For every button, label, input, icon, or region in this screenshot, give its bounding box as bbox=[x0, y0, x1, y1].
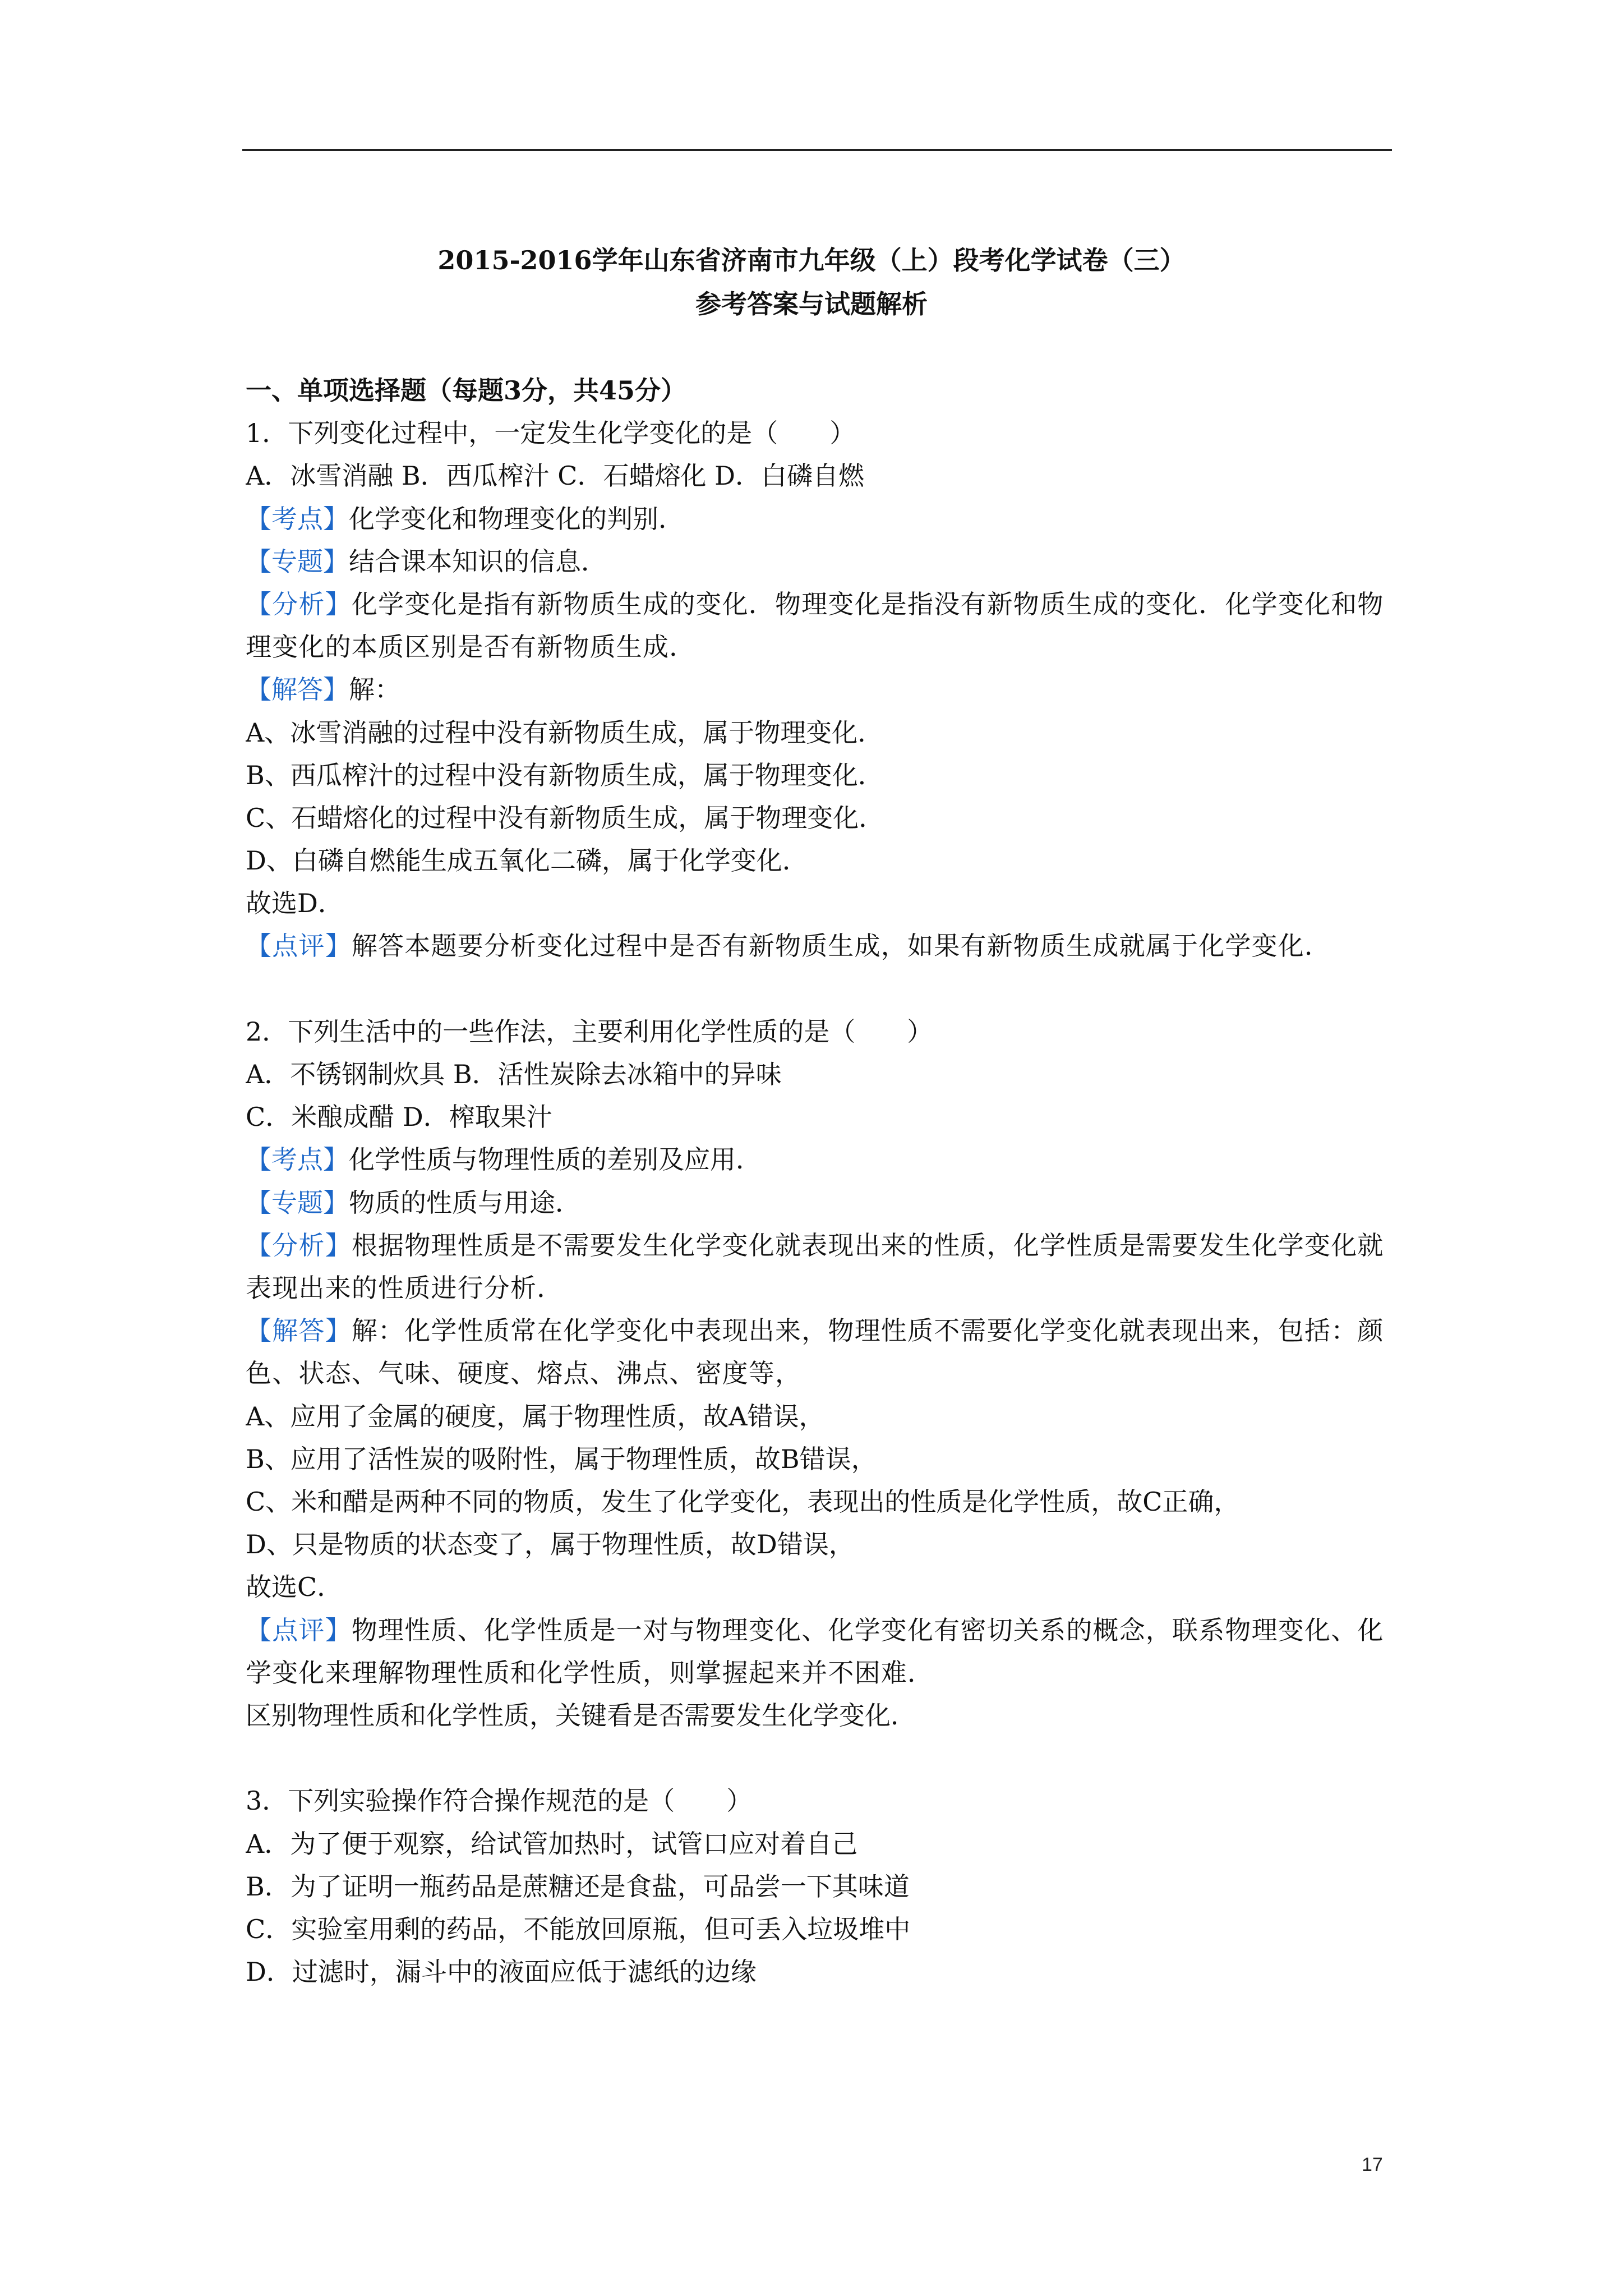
q2-choice: 故选C． bbox=[246, 1572, 343, 1603]
q3-option-b: B．为了证明一瓶药品是蔗糖还是食盐，可品尝一下其味道 bbox=[246, 1871, 910, 1902]
page-number: 17 bbox=[1362, 2154, 1383, 2175]
q2-zhuanti bbox=[246, 1181, 1395, 1224]
q3-option-a: A．为了便于观察，给试管加热时，试管口应对着自己 bbox=[246, 1828, 858, 1859]
q2-kaodian-text: 化学性质与物理性质的差别及应用． bbox=[349, 1144, 762, 1175]
q1-answer-c: C、石蜡熔化的过程中没有新物质生成，属于物理变化． bbox=[246, 802, 885, 833]
q1-fenxi-text: 化学变化是指有新物质生成的变化．物理变化是指没有新物质生成的变化．化学变化和物理变化的本质区别是否有新物质生成． bbox=[246, 588, 1384, 662]
zhuanti-tag: 【专题】 bbox=[246, 1187, 349, 1218]
q2-answer-b: B、应用了活性炭的吸附性，属于物理性质，故B错误， bbox=[246, 1443, 877, 1474]
q2-options-2: C．米酿成醋 D．榨取果汁 bbox=[246, 1102, 552, 1133]
dianping-tag: 【点评】 bbox=[246, 931, 352, 961]
q1-zhuanti-text: 结合课本知识的信息． bbox=[349, 546, 607, 577]
q1-answer-a: A、冰雪消融的过程中没有新物质生成，属于物理变化． bbox=[246, 717, 884, 748]
q2-stem: 2．下列生活中的一些作法，主要利用化学性质的是（ ） bbox=[246, 1016, 933, 1047]
document-title: 2015-2016学年山东省济南市九年级（上）段考化学试卷（三） bbox=[437, 245, 1186, 275]
q1-answer-d: D、白磷自燃能生成五氧化二磷，属于化学变化． bbox=[246, 845, 808, 876]
fenxi-tag: 【分析】 bbox=[246, 588, 352, 619]
q1-dianping bbox=[246, 924, 1395, 967]
q1-jieda-text: 解： bbox=[349, 674, 400, 705]
jieda-tag: 【解答】 bbox=[246, 674, 349, 705]
q1-kaodian-text: 化学变化和物理变化的判别． bbox=[349, 503, 684, 534]
q2-jieda-text: 解：化学性质常在化学变化中表现出来，物理性质不需要化学变化就表现出来，包括：颜色、状态、气味、硬度、熔点、沸点、密度等， bbox=[246, 1315, 1384, 1389]
q2-answer-d: D、只是物质的状态变了，属于物理性质，故D错误， bbox=[246, 1529, 855, 1560]
q1-dianping-text: 解答本题要分析变化过程中是否有新物质生成，如果有新物质生成就属于化学变化． bbox=[351, 931, 1331, 961]
q1-kaodian bbox=[246, 498, 1395, 540]
q1-stem: 1．下列变化过程中，一定发生化学变化的是（ ） bbox=[246, 418, 856, 449]
q2-zhuanti-text: 物质的性质与用途． bbox=[349, 1187, 581, 1218]
q1-options: A．冰雪消融 B．西瓜榨汁 C．石蜡熔化 D．白磷自燃 bbox=[246, 461, 864, 491]
q2-answer-a: A、应用了金属的硬度，属于物理性质，故A错误， bbox=[246, 1401, 825, 1432]
q2-answer-c: C、米和醋是两种不同的物质，发生了化学变化，表现出的性质是化学性质，故C正确， bbox=[246, 1486, 1240, 1517]
q2-kaodian bbox=[246, 1138, 1395, 1181]
q2-fenxi-text: 根据物理性质是不需要发生化学变化就表现出来的性质，化学性质是需要发生化学变化就表现出来的性质进行分析． bbox=[246, 1230, 1384, 1303]
document-subtitle: 参考答案与试题解析 bbox=[695, 289, 928, 319]
q2-jieda bbox=[246, 1309, 1395, 1395]
q2-fenxi bbox=[246, 1224, 1395, 1309]
q3-option-d: D．过滤时，漏斗中的液面应低于滤纸的边缘 bbox=[246, 1957, 757, 1987]
q2-dianping bbox=[246, 1609, 1395, 1694]
header-rule bbox=[242, 149, 1392, 151]
q1-fenxi bbox=[246, 583, 1395, 668]
q1-jieda bbox=[246, 668, 1395, 711]
q1-answer-b: B、西瓜榨汁的过程中没有新物质生成，属于物理变化． bbox=[246, 760, 884, 790]
q2-options-1: A．不锈钢制炊具 B．活性炭除去冰箱中的异味 bbox=[246, 1059, 782, 1090]
q2-extra-note: 区别物理性质和化学性质，关键看是否需要发生化学变化． bbox=[246, 1700, 916, 1731]
q1-zhuanti bbox=[246, 540, 1395, 583]
section-heading: 一、单项选择题（每题3分，共45分） bbox=[246, 375, 687, 406]
kaodian-tag: 【考点】 bbox=[246, 503, 349, 534]
fenxi-tag: 【分析】 bbox=[246, 1230, 352, 1260]
q1-choice: 故选D． bbox=[246, 888, 344, 919]
jieda-tag: 【解答】 bbox=[246, 1315, 352, 1346]
q2-dianping-text: 物理性质、化学性质是一对与物理变化、化学变化有密切关系的概念，联系物理变化、化学变化来理解物理性质和化学性质，则掌握起来并不困难． bbox=[246, 1614, 1384, 1688]
q3-option-c: C．实验室用剩的药品，不能放回原瓶，但可丢入垃圾堆中 bbox=[246, 1913, 911, 1944]
answer-content bbox=[246, 369, 1395, 1993]
kaodian-tag: 【考点】 bbox=[246, 1144, 349, 1175]
dianping-tag: 【点评】 bbox=[246, 1614, 352, 1645]
q3-stem: 3．下列实验操作符合操作规范的是（ ） bbox=[246, 1786, 753, 1816]
zhuanti-tag: 【专题】 bbox=[246, 546, 349, 577]
